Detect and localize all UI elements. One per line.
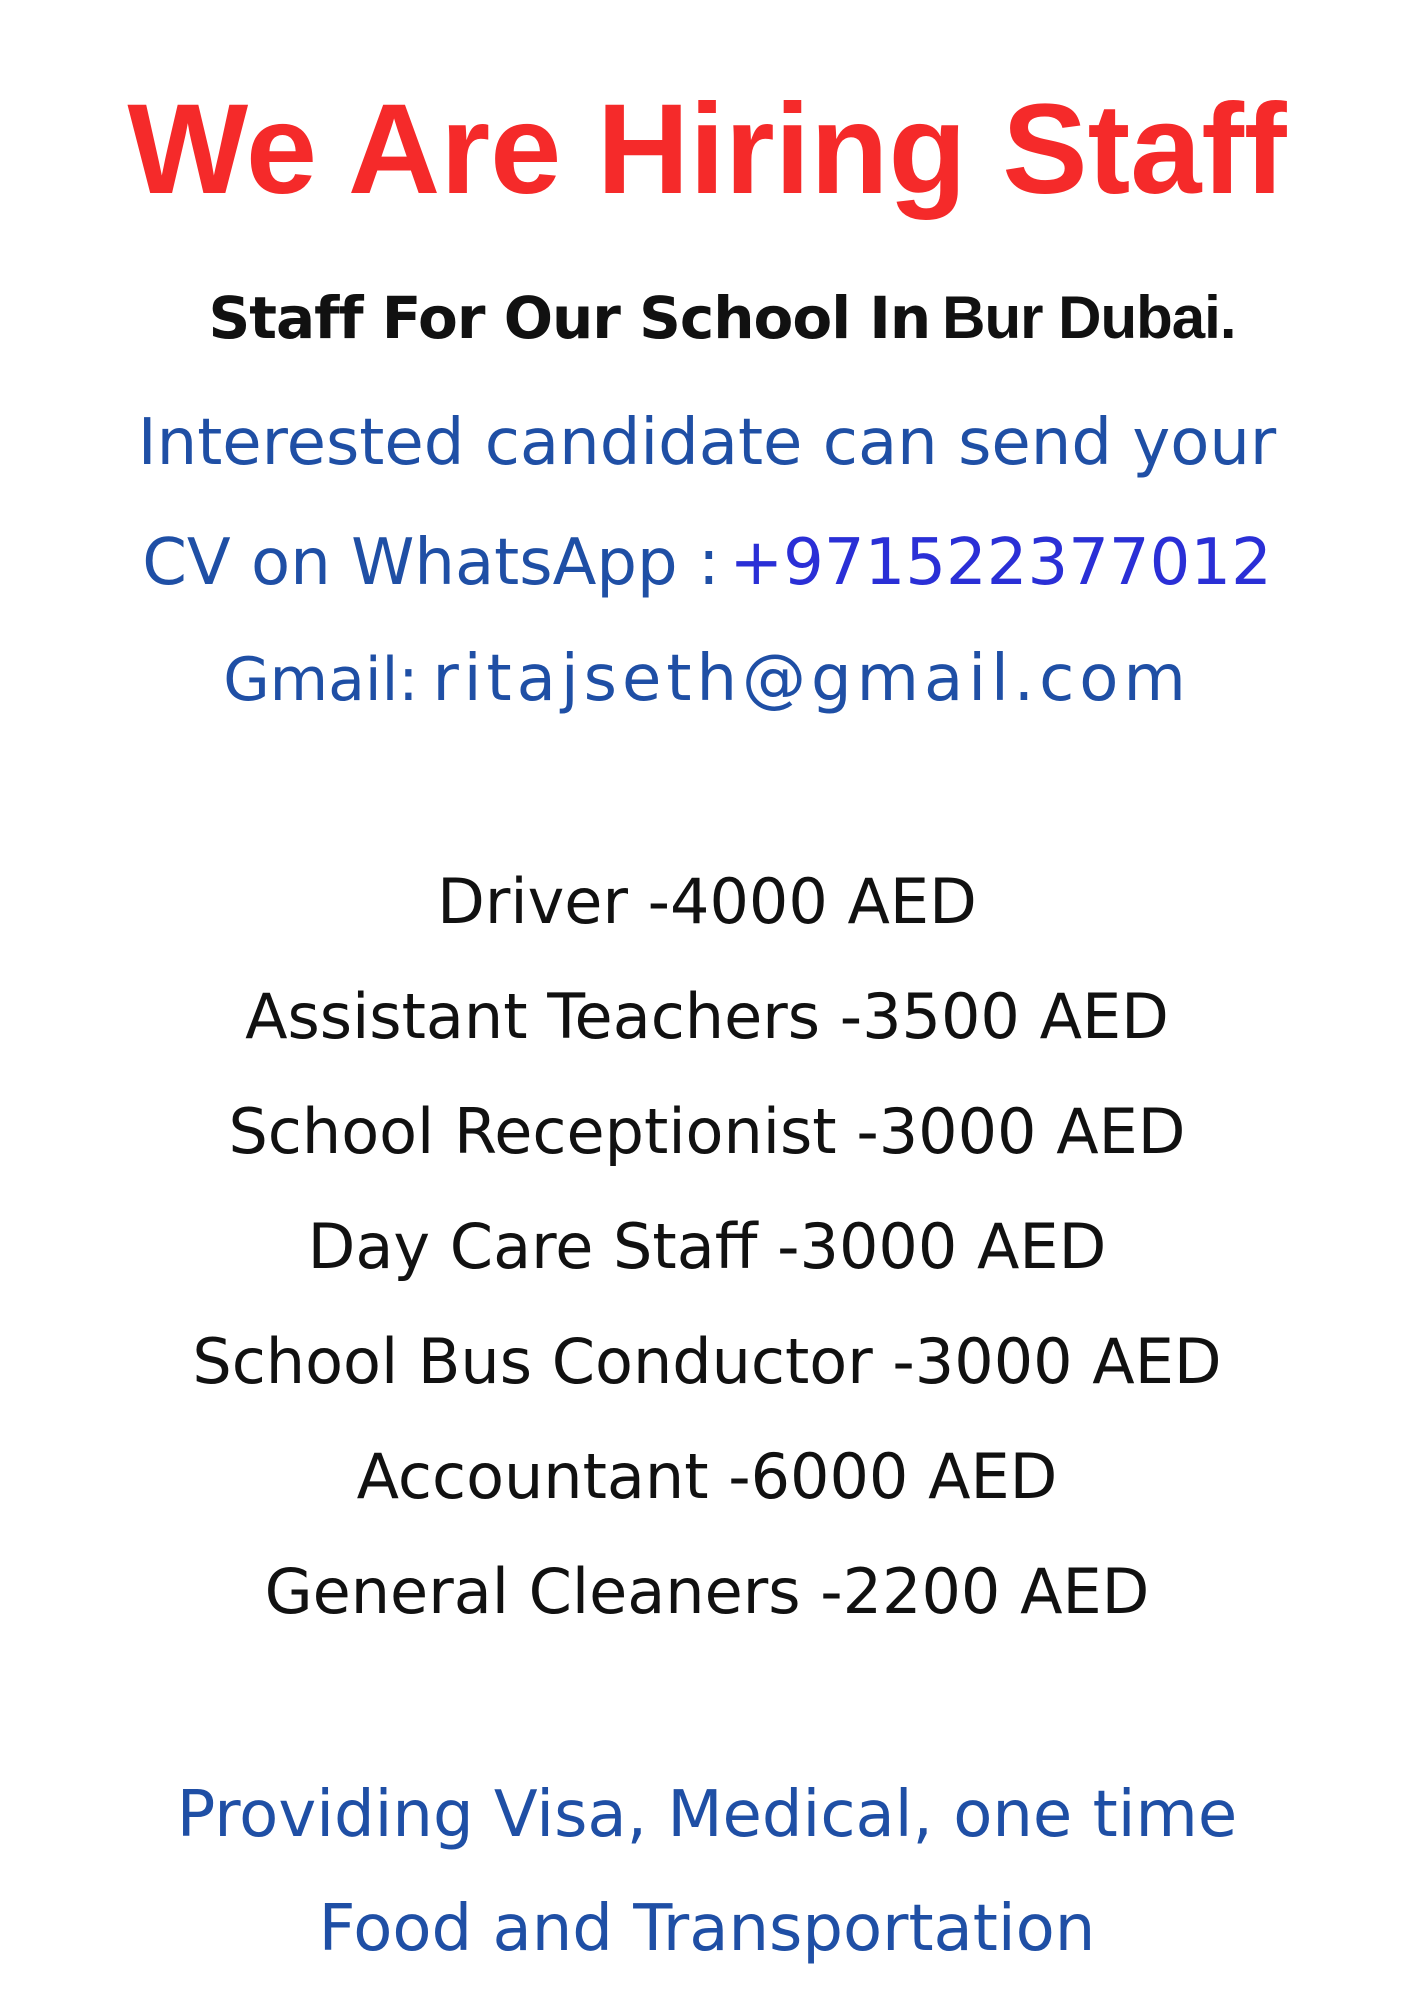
contact-intro: Interested candidate can send your [137,406,1277,480]
job-item-driver: Driver -4000 AED [437,865,977,938]
job-list [0,857,1414,1662]
benefits-line-2: Food and Transportation [318,1892,1096,1966]
gmail-line [0,634,1414,724]
job-item-school-receptionist: School Receptionist -3000 AED [228,1095,1186,1168]
page-title: We Are Hiring Staff [127,78,1287,221]
job-item-general-cleaners: General Cleaners -2200 AED [264,1555,1150,1628]
job-item-accountant: Accountant -6000 AED [356,1440,1058,1513]
whatsapp-label: CV on WhatsApp : [142,526,720,600]
whatsapp-line [0,518,1414,608]
whatsapp-number[interactable]: +971522377012 [729,526,1272,600]
job-item-assistant-teachers: Assistant Teachers -3500 AED [245,980,1169,1053]
subheadline-text: Staff For Our School In [208,284,931,352]
job-item-school-bus-conductor: School Bus Conductor -3000 AED [192,1325,1222,1398]
gmail-address[interactable]: ritajseth@gmail.com [432,642,1191,716]
gmail-label: Gmail: [223,645,419,715]
subheadline [0,278,1414,358]
location-text: Bur Dubai. [942,284,1236,351]
job-item-day-care-staff: Day Care Staff -3000 AED [307,1210,1107,1283]
benefits-line-1: Providing Visa, Medical, one time [176,1778,1238,1852]
